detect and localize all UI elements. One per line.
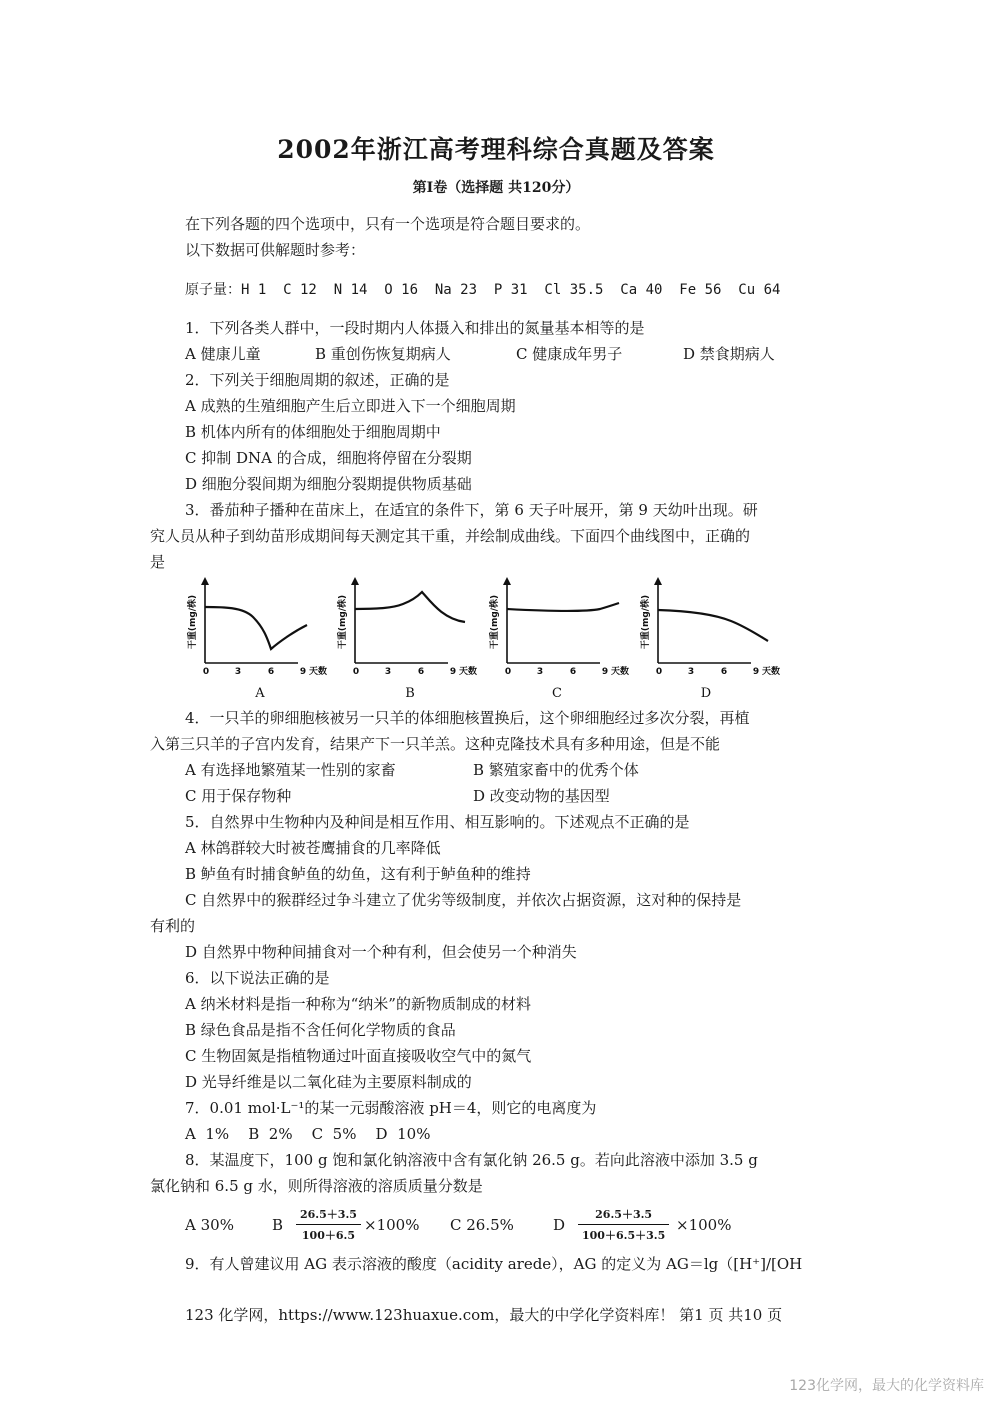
- tick-9: 9: [299, 667, 307, 677]
- graph-label: A: [255, 686, 265, 701]
- q5-option-a: A 林鸽群较大时被苍鹰捕食的几率降低: [185, 839, 441, 857]
- question-9: 9．有人曾建议用 AG 表示溶液的酸度（acidity arede），AG 的定义为 AG＝lg（[H⁺]/[OH: [185, 1255, 803, 1273]
- q4-option-d: D 改变动物的基因型: [473, 787, 610, 805]
- curve: [658, 610, 768, 641]
- y-arrow: [351, 577, 359, 585]
- graph-d: [636, 577, 781, 702]
- instructions: 在下列各题的四个选项中，只有一个选项是符合题目要求的。: [185, 215, 591, 233]
- curve: [507, 603, 619, 611]
- question-6: 6．以下说法正确的是: [185, 969, 330, 987]
- graph-a: [183, 577, 328, 702]
- q6-option-a: A 纳米材料是指一种称为“纳米”的新物质制成的材料: [185, 995, 531, 1013]
- y-axis-label: 干重(mg/株): [641, 594, 651, 650]
- q8-option-d-fraction: [578, 1206, 669, 1243]
- y-arrow: [654, 577, 662, 585]
- q7-options: A 1% B 2% C 5% D 10%: [185, 1125, 431, 1143]
- tick-0: 0: [202, 667, 210, 677]
- question-3-end: 是: [150, 553, 166, 571]
- tick-3: 3: [384, 667, 392, 677]
- q2-option-c: C 抑制 DNA 的合成，细胞将停留在分裂期: [185, 449, 472, 467]
- tick-3: 3: [687, 667, 695, 677]
- q4-option-c: C 用于保存物种: [185, 787, 292, 805]
- y-axis-label: 干重(mg/株): [188, 594, 198, 650]
- tick-6: 6: [720, 667, 728, 677]
- tick-0: 0: [352, 667, 360, 677]
- q2-option-d: D 细胞分裂间期为细胞分裂期提供物质基础: [185, 475, 472, 493]
- graph-label: B: [405, 686, 415, 701]
- q1-option-c: C 健康成年男子: [516, 345, 623, 363]
- q5-option-c: C 自然界中的猴群经过争斗建立了优劣等级制度，并依次占据资源，这对种的保持是: [185, 891, 742, 909]
- q6-option-c: C 生物固氮是指植物通过叶面直接吸收空气中的氮气: [185, 1047, 532, 1065]
- q8-option-b-label: B: [272, 1216, 284, 1234]
- curve: [205, 607, 307, 649]
- question-3: 3．番茄种子播种在苗床上，在适宜的条件下，第 6 天子叶展开，第 9 天幼叶出现。研: [185, 501, 758, 519]
- section-subtitle: 第Ⅰ卷（选择题 共120分）: [412, 180, 580, 196]
- q6-option-b: B 绿色食品是指不含任何化学物质的食品: [185, 1021, 456, 1039]
- tick-6: 6: [569, 667, 577, 677]
- q1-option-b: B 重创伤恢复期病人: [315, 345, 451, 363]
- q4-option-a: A 有选择地繁殖某一性别的家畜: [185, 761, 396, 779]
- q2-option-b: B 机体内所有的体细胞处于细胞周期中: [185, 423, 441, 441]
- numerator: 26.5＋3.5: [296, 1206, 361, 1225]
- question-5: 5．自然界中生物种内及种间是相互作用、相互影响的。下述观点不正确的是: [185, 813, 690, 831]
- question-7: 7．0.01 mol·L⁻¹的某一元弱酸溶液 pH＝4，则它的电离度为: [185, 1099, 597, 1117]
- graph-b: [333, 577, 478, 702]
- q5-option-c-cont: 有利的: [150, 917, 196, 935]
- tick-9: 9: [449, 667, 457, 677]
- curve: [355, 592, 465, 622]
- y-arrow: [503, 577, 511, 585]
- graph-c: [485, 577, 630, 702]
- tick-6: 6: [417, 667, 425, 677]
- graph-label: C: [552, 686, 562, 701]
- q1-option-a: A 健康儿童: [185, 345, 261, 363]
- q2-option-a: A 成熟的生殖细胞产生后立即进入下一个细胞周期: [185, 397, 516, 415]
- x-axis-label: 天数: [459, 667, 478, 677]
- numerator: 26.5＋3.5: [578, 1206, 669, 1225]
- question-2: 2．下列关于细胞周期的叙述，正确的是: [185, 371, 450, 389]
- atomic-masses: 原子量：H 1 C 12 N 14 O 16 Na 23 P 31 Cl 35.5 Ca 40 Fe 56 Cu 64: [185, 282, 781, 298]
- denominator: 100＋6.5: [301, 1229, 356, 1242]
- tick-6: 6: [267, 667, 275, 677]
- tick-9: 9: [601, 667, 609, 677]
- q5-option-b: B 鲈鱼有时捕食鲈鱼的幼鱼，这有利于鲈鱼种的维持: [185, 865, 531, 883]
- q8-option-b-tail: ×100%: [364, 1216, 420, 1234]
- tick-3: 3: [234, 667, 242, 677]
- graph-label: D: [700, 686, 712, 701]
- q1-option-d: D 禁食期病人: [683, 345, 775, 363]
- question-4: 4．一只羊的卵细胞核被另一只羊的体细胞核置换后，这个卵细胞经过多次分裂，再植: [185, 709, 750, 727]
- page-footer: 123 化学网，https://www.123huaxue.com，最大的中学化学资料库！ 第1 页 共10 页: [185, 1306, 783, 1324]
- tick-3: 3: [536, 667, 544, 677]
- question-1: 1．下列各类人群中，一段时期内人体摄入和排出的氮量基本相等的是: [185, 319, 645, 337]
- question-3-cont: 究人员从种子到幼苗形成期间每天测定其干重，并绘制成曲线。下面四个曲线图中，正确的: [150, 527, 751, 545]
- y-axis-label: 干重(mg/株): [490, 594, 500, 650]
- tick-0: 0: [504, 667, 512, 677]
- q8-option-d-label: D: [553, 1216, 566, 1234]
- x-axis-label: 天数: [762, 667, 781, 677]
- q8-option-b-fraction: [296, 1206, 361, 1243]
- x-axis-label: 天数: [611, 667, 630, 677]
- reference-note: 以下数据可供解题时参考：: [185, 241, 366, 259]
- watermark: 123化学网，最大的化学资料库: [789, 1378, 984, 1394]
- page-title: 2002年浙江高考理科综合真题及答案: [277, 135, 715, 164]
- tick-0: 0: [655, 667, 663, 677]
- y-arrow: [201, 577, 209, 585]
- q8-option-c: C 26.5%: [450, 1216, 514, 1234]
- q5-option-d: D 自然界中物种间捕食对一个种有利，但会使另一个种消失: [185, 943, 577, 961]
- question-4-cont: 入第三只羊的子宫内发育，结果产下一只羊羔。这种克隆技术具有多种用途，但是不能: [150, 735, 721, 753]
- denominator: 100＋6.5＋3.5: [582, 1229, 666, 1242]
- question-8: 8．某温度下，100 g 饱和氯化钠溶液中含有氯化钠 26.5 g。若向此溶液中添加 3.5 g: [185, 1151, 758, 1169]
- tick-9: 9: [752, 667, 760, 677]
- q4-option-b: B 繁殖家畜中的优秀个体: [473, 761, 639, 779]
- q6-option-d: D 光导纤维是以二氧化硅为主要原料制成的: [185, 1073, 472, 1091]
- q8-option-a: A 30%: [185, 1216, 234, 1234]
- y-axis-label: 干重(mg/株): [338, 594, 348, 650]
- q8-option-d-tail: ×100%: [676, 1216, 732, 1234]
- x-axis-label: 天数: [309, 667, 328, 677]
- question-8-cont: 氯化钠和 6.5 g 水，则所得溶液的溶质质量分数是: [150, 1177, 483, 1195]
